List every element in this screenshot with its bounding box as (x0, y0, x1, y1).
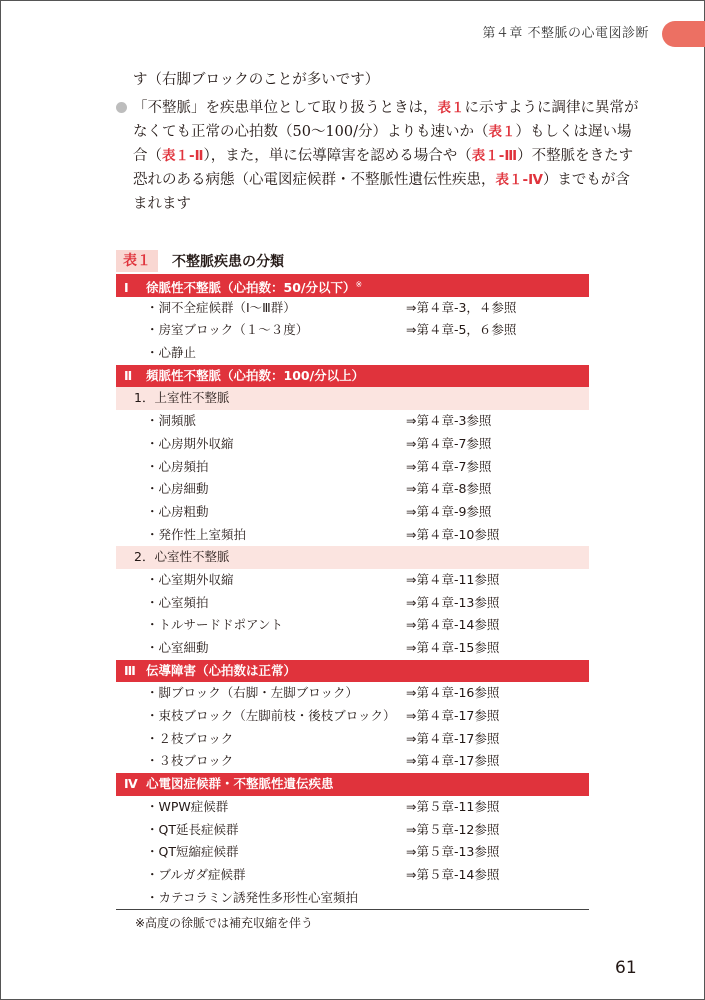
item-name: ・心房粗動 (146, 503, 209, 519)
item-reference: ⇒第５章-11参照 (406, 798, 500, 814)
table-row (116, 297, 589, 320)
item-reference: ⇒第４章-3参照 (406, 413, 492, 429)
table-caption-label: 表１ (116, 250, 158, 272)
item-reference: ⇒第４章-13参照 (406, 594, 500, 610)
running-head: 第４章 不整脈の心電図診断 (482, 26, 649, 41)
subgroup-row: 2．心室性不整脈 (116, 546, 589, 569)
item-reference: ⇒第４章-14参照 (406, 617, 500, 633)
table-caption-title: 不整脈疾患の分類 (172, 254, 284, 270)
item-reference: ⇒第５章-14参照 (406, 866, 500, 882)
table-row (116, 864, 589, 887)
item-name: ・心静止 (146, 345, 197, 361)
para-text-3: ）もしくは遅い場合（ (133, 124, 632, 164)
chapter-tab-marker (662, 21, 705, 47)
item-name: ・脚ブロック（右脚・左脚ブロック） (146, 685, 359, 701)
section-number: Ⅱ (124, 367, 133, 383)
table-ref-link: 表１-Ⅳ (495, 172, 543, 188)
bullet-paragraph (133, 96, 643, 216)
section-header-row (116, 773, 589, 796)
table-footnote: ※高度の徐脈では補充収縮を伴う (135, 916, 314, 930)
continuation-line: す（右脚ブロックのことが多いです） (133, 72, 380, 88)
table-row (116, 433, 589, 456)
table-row (116, 501, 589, 524)
subgroup-row: 1．上室性不整脈 (116, 387, 589, 410)
item-name: ・カテコラミン誘発性多形性心室頻拍 (146, 889, 359, 905)
section-header-row (116, 274, 589, 297)
item-reference: ⇒第４章-16参照 (406, 685, 500, 701)
table-caption (116, 250, 284, 272)
item-reference: ⇒第４章-8参照 (406, 481, 492, 497)
item-reference: ⇒第４章-17参照 (406, 730, 500, 746)
item-name: ・発作性上室頻拍 (146, 526, 247, 542)
table-ref-link: 表１-Ⅲ (471, 148, 518, 164)
section-header-row (116, 660, 589, 683)
table-ref-link: 表１ (488, 124, 516, 140)
item-name: ・束枝ブロック（左脚前枝・後枝ブロック） (146, 708, 396, 724)
table-row (116, 524, 589, 547)
table-row (116, 841, 589, 864)
item-name: ・トルサードドポアント (146, 617, 284, 633)
item-reference: ⇒第４章-7参照 (406, 435, 492, 451)
item-name: ・房室ブロック（１～３度） (146, 322, 309, 338)
item-reference: ⇒第４章-15参照 (406, 640, 500, 655)
para-text-6: ）までもが含まれます (133, 172, 630, 212)
table-row (116, 319, 589, 342)
item-name: ・心房頻拍 (146, 458, 209, 474)
table-row (116, 592, 589, 615)
table-row (116, 728, 589, 751)
table-ref-link: 表１-Ⅱ (162, 148, 204, 164)
section-number: Ⅲ (124, 662, 136, 678)
item-name: ・ブルガダ症候群 (146, 866, 246, 882)
item-reference: ⇒第４章-9参照 (406, 503, 492, 519)
item-reference: ⇒第４章-7参照 (406, 458, 492, 474)
item-name: ・QT短縮症候群 (146, 844, 239, 860)
item-name: ・３枝ブロック (146, 753, 234, 769)
item-reference: ⇒第４章-17参照 (406, 753, 500, 769)
item-reference: ⇒第５章-12参照 (406, 821, 500, 837)
item-name: ・洞頻脈 (146, 413, 197, 429)
item-reference: ⇒第５章-13参照 (406, 844, 500, 860)
item-reference: ⇒第４章-17参照 (406, 708, 500, 724)
table-row (116, 569, 589, 592)
item-name: ・２枝ブロック (146, 730, 234, 746)
table-row (116, 750, 589, 773)
table-row (116, 456, 589, 479)
item-reference: ⇒第４章-3，４参照 (406, 299, 517, 315)
section-title: 伝導障害（心拍数は正常） (146, 662, 297, 678)
table-row (116, 478, 589, 501)
page-number: 61 (615, 958, 637, 978)
section-title: 頻脈性不整脈（心拍数：100/分以上） (146, 367, 365, 383)
item-reference: ⇒第４章-5，６参照 (406, 322, 517, 338)
section-number: Ⅰ (124, 280, 129, 296)
item-reference: ⇒第４章-11参照 (406, 571, 500, 587)
item-name: ・心室頻拍 (146, 594, 209, 610)
item-name: ・WPW症候群 (146, 798, 229, 814)
section-number: Ⅳ (124, 776, 138, 792)
item-name: ・QT延長症候群 (146, 821, 239, 837)
section-title: 徐脈性不整脈（心拍数：50/分以下） (146, 280, 356, 296)
item-name: ・心房期外収縮 (146, 435, 234, 451)
section-header-row (116, 365, 589, 388)
table-row (116, 682, 589, 705)
table-ref-link: 表１ (437, 100, 465, 116)
para-text-4: ），また，単に伝導障害を認める場合や（ (203, 148, 472, 164)
footnote-mark: ※ (355, 280, 363, 289)
item-reference: ⇒第４章-10参照 (406, 526, 500, 542)
table-row (116, 705, 589, 728)
para-text-2: に示すように調律に異常がなくても正常の心拍数（50～100/分）よりも速いか（ (133, 100, 639, 140)
bullet-dot-icon (116, 102, 127, 113)
table-row (116, 819, 589, 842)
table-row (116, 614, 589, 637)
table-row (116, 887, 589, 910)
para-text-5: ）不整脈をきたす恐れのある病態（心電図症候群・不整脈性遺伝性疾患， (133, 148, 634, 188)
section-title: 心電図症候群・不整脈性遺伝疾患 (146, 776, 334, 792)
item-name: ・心室期外収縮 (146, 571, 234, 587)
item-name: ・心室細動 (146, 640, 209, 655)
para-text-1: 「不整脈」を疾患単位として取り扱うときは， (133, 100, 438, 116)
item-name: ・洞不全症候群（Ⅰ～Ⅲ群） (146, 299, 296, 315)
table-row (116, 410, 589, 433)
item-name: ・心房細動 (146, 481, 209, 497)
table-row (116, 342, 589, 365)
classification-table (116, 274, 589, 910)
table-row (116, 637, 589, 660)
table-row (116, 796, 589, 819)
